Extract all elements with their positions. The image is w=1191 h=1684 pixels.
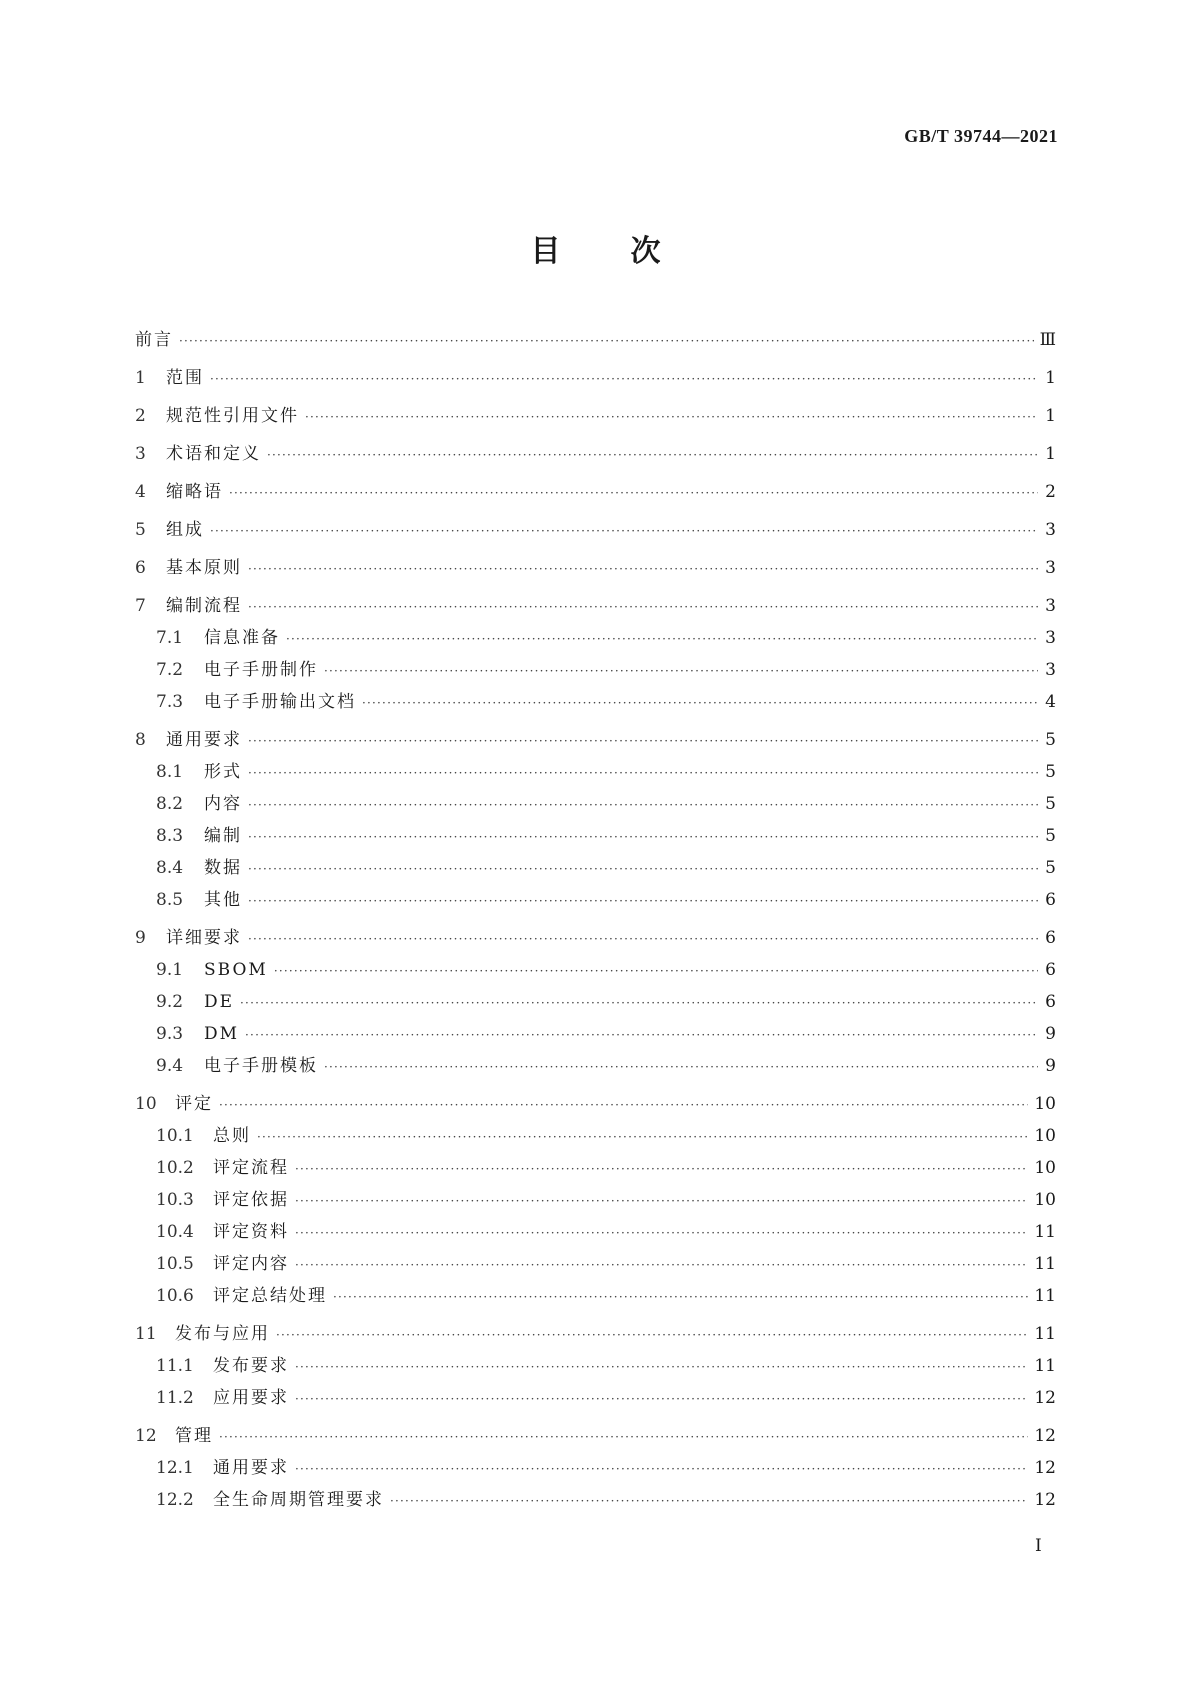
toc-subentry[interactable] (135, 826, 1056, 847)
toc-entry[interactable] (135, 1324, 1056, 1345)
toc-subentry[interactable] (135, 1490, 1056, 1511)
toc-leader-dots (295, 1357, 1028, 1377)
toc-entry-page: 11 (1034, 1222, 1056, 1242)
toc-leader-dots (390, 1491, 1028, 1511)
toc-entry-label: 数据 (204, 858, 242, 878)
toc-entry-page: 5 (1045, 762, 1056, 782)
toc-entry-label: 评定依据 (213, 1190, 289, 1210)
toc-subentry[interactable] (135, 1126, 1056, 1147)
toc-entry-number: 8.2 (156, 794, 184, 814)
toc-leader-dots (276, 1325, 1028, 1345)
toc-entry-label: 电子手册制作 (204, 660, 318, 680)
toc-entry-page: 12 (1034, 1490, 1056, 1510)
toc-entry-number: 10.1 (156, 1126, 194, 1146)
toc-entry-page: 6 (1045, 928, 1056, 948)
toc-entry-label: DM (204, 1024, 240, 1044)
toc-subentry[interactable] (135, 1388, 1056, 1409)
toc-entry-label: 详细要求 (166, 928, 242, 948)
toc-leader-dots (295, 1255, 1028, 1275)
toc-entry-page: 6 (1045, 992, 1056, 1012)
toc-entry-number: 2 (135, 406, 146, 426)
toc-entry-label: 全生命周期管理要求 (213, 1490, 384, 1510)
toc-entry-label: 发布与应用 (175, 1324, 270, 1344)
toc-entry-number: 8.3 (156, 826, 184, 846)
toc-subentry[interactable] (135, 960, 1056, 981)
toc-entry-page: 9 (1045, 1024, 1056, 1044)
toc-entry-page: 11 (1034, 1356, 1056, 1376)
toc-entry-number: 9.1 (156, 960, 184, 980)
toc-entry-number: 5 (135, 520, 146, 540)
toc-leader-dots (324, 661, 1038, 681)
toc-entry[interactable] (135, 730, 1056, 751)
toc-entry-page: 10 (1034, 1190, 1056, 1210)
toc-leader-dots (210, 521, 1038, 541)
toc-entry-page: 12 (1034, 1388, 1056, 1408)
toc-entry-label: 编制 (204, 826, 242, 846)
toc-subentry[interactable] (135, 660, 1056, 681)
toc-leader-dots (245, 1025, 1038, 1045)
page-title: 目次 (530, 234, 731, 269)
toc-leader-dots (305, 407, 1038, 427)
toc-entry-label: 评定总结处理 (213, 1286, 327, 1306)
toc-entry-page: 4 (1045, 692, 1056, 712)
table-of-contents (135, 330, 1056, 1511)
toc-entry-page: 6 (1045, 890, 1056, 910)
toc-leader-dots (248, 559, 1038, 579)
toc-entry-number: 8.5 (156, 890, 184, 910)
toc-entry-number: 9.2 (156, 992, 184, 1012)
toc-subentry[interactable] (135, 762, 1056, 783)
toc-entry-label: 基本原则 (166, 558, 242, 578)
toc-leader-dots (248, 597, 1038, 617)
toc-entry-page: 3 (1045, 558, 1056, 578)
toc-entry-label: 电子手册模板 (204, 1056, 318, 1076)
toc-subentry[interactable] (135, 1286, 1056, 1307)
toc-entry-label: 评定资料 (213, 1222, 289, 1242)
toc-entry-page: 3 (1045, 520, 1056, 540)
standard-code: GB/T 39744—2021 (904, 126, 1058, 146)
toc-entry[interactable] (135, 444, 1056, 465)
toc-leader-dots (324, 1057, 1038, 1077)
toc-entry-page: 5 (1045, 858, 1056, 878)
toc-leader-dots (248, 827, 1038, 847)
toc-entry-number: 12.2 (156, 1490, 194, 1510)
toc-leader-dots (286, 629, 1038, 649)
toc-subentry[interactable] (135, 692, 1056, 713)
toc-entry-label: 范围 (166, 368, 204, 388)
toc-subentry[interactable] (135, 1190, 1056, 1211)
toc-entry-number: 8.4 (156, 858, 184, 878)
toc-entry-label: 总则 (213, 1126, 251, 1146)
toc-leader-dots (248, 763, 1038, 783)
toc-entry[interactable] (135, 406, 1056, 427)
toc-entry-label: 缩略语 (166, 482, 223, 502)
toc-entry[interactable] (135, 520, 1056, 541)
toc-leader-dots (248, 731, 1038, 751)
toc-leader-dots (210, 369, 1038, 389)
toc-entry-label: 通用要求 (213, 1458, 289, 1478)
toc-entry-number: 10.4 (156, 1222, 194, 1242)
toc-leader-dots (248, 929, 1038, 949)
toc-entry-number: 4 (135, 482, 146, 502)
toc-entry-number: 1 (135, 368, 146, 388)
toc-entry-page: 3 (1045, 628, 1056, 648)
toc-entry-number: 7.2 (156, 660, 184, 680)
toc-entry-label: 其他 (204, 890, 242, 910)
toc-entry[interactable] (135, 558, 1056, 579)
toc-entry-label: 通用要求 (166, 730, 242, 750)
toc-entry-number: 9.4 (156, 1056, 184, 1076)
toc-leader-dots (295, 1459, 1028, 1479)
toc-subentry[interactable] (135, 794, 1056, 815)
toc-leader-dots (295, 1223, 1028, 1243)
toc-entry-number: 10.6 (156, 1286, 194, 1306)
toc-entry-label: 编制流程 (166, 596, 242, 616)
toc-entry[interactable] (135, 596, 1056, 617)
toc-entry[interactable] (135, 1426, 1056, 1447)
toc-entry-number: 7.1 (156, 628, 184, 648)
toc-leader-dots (257, 1127, 1028, 1147)
toc-entry-page: 12 (1034, 1426, 1056, 1446)
toc-entry-number: 10.3 (156, 1190, 194, 1210)
toc-subentry[interactable] (135, 1458, 1056, 1479)
toc-entry-page: 11 (1034, 1286, 1056, 1306)
toc-entry-label: 前言 (135, 330, 173, 350)
toc-entry-page: 11 (1034, 1254, 1056, 1274)
toc-entry-number: 10.5 (156, 1254, 194, 1274)
toc-entry-label: 管理 (175, 1426, 213, 1446)
toc-leader-dots (219, 1427, 1028, 1447)
toc-entry-page: 5 (1045, 730, 1056, 750)
toc-entry-number: 3 (135, 444, 146, 464)
toc-leader-dots (248, 891, 1038, 911)
toc-leader-dots (240, 993, 1038, 1013)
toc-entry-label: SBOM (204, 960, 268, 980)
toc-entry-page: 10 (1034, 1158, 1056, 1178)
toc-entry-label: 评定流程 (213, 1158, 289, 1178)
toc-entry-number: 8 (135, 730, 146, 750)
toc-entry-label: 规范性引用文件 (166, 406, 299, 426)
toc-leader-dots (274, 961, 1038, 981)
toc-entry-label: 应用要求 (213, 1388, 289, 1408)
toc-leader-dots (295, 1191, 1028, 1211)
toc-entry-label: 内容 (204, 794, 242, 814)
toc-entry-number: 8.1 (156, 762, 184, 782)
toc-leader-dots (267, 445, 1038, 465)
toc-entry[interactable] (135, 330, 1056, 351)
toc-entry-label: 发布要求 (213, 1356, 289, 1376)
toc-entry-number: 12.1 (156, 1458, 194, 1478)
toc-subentry[interactable] (135, 1024, 1056, 1045)
toc-entry-number: 11.1 (156, 1356, 194, 1376)
toc-entry-number: 11 (135, 1324, 157, 1344)
toc-leader-dots (229, 483, 1038, 503)
toc-entry-number: 12 (135, 1426, 157, 1446)
toc-entry-page: 12 (1034, 1458, 1056, 1478)
toc-entry-number: 10.2 (156, 1158, 194, 1178)
toc-entry-page: 1 (1045, 444, 1056, 464)
toc-entry-label: 组成 (166, 520, 204, 540)
toc-subentry[interactable] (135, 890, 1056, 911)
toc-entry-page: 3 (1045, 660, 1056, 680)
toc-entry-number: 7 (135, 596, 146, 616)
toc-leader-dots (248, 795, 1038, 815)
toc-entry-page: 1 (1045, 368, 1056, 388)
toc-subentry[interactable] (135, 858, 1056, 879)
toc-entry-number: 9.3 (156, 1024, 184, 1044)
toc-entry-page: 6 (1045, 960, 1056, 980)
footer-page-number: I (1035, 1536, 1042, 1556)
toc-entry-page: 11 (1034, 1324, 1056, 1344)
toc-subentry[interactable] (135, 1222, 1056, 1243)
toc-entry-page: 9 (1045, 1056, 1056, 1076)
toc-leader-dots (219, 1095, 1028, 1115)
toc-leader-dots (248, 859, 1038, 879)
toc-entry-number: 6 (135, 558, 146, 578)
toc-entry-page: 5 (1045, 826, 1056, 846)
toc-entry[interactable] (135, 928, 1056, 949)
toc-subentry[interactable] (135, 1056, 1056, 1077)
toc-entry-label: 电子手册输出文档 (204, 692, 356, 712)
toc-entry-label: DE (204, 992, 235, 1012)
toc-leader-dots (295, 1389, 1028, 1409)
toc-subentry[interactable] (135, 1254, 1056, 1275)
toc-entry-number: 9 (135, 928, 146, 948)
toc-leader-dots (333, 1287, 1028, 1307)
toc-subentry[interactable] (135, 1356, 1056, 1377)
toc-entry-page: Ⅲ (1039, 330, 1056, 350)
toc-entry-page: 10 (1034, 1094, 1056, 1114)
toc-entry-page: 3 (1045, 596, 1056, 616)
toc-subentry[interactable] (135, 1158, 1056, 1179)
toc-entry-page: 1 (1045, 406, 1056, 426)
toc-entry-label: 形式 (204, 762, 242, 782)
toc-subentry[interactable] (135, 992, 1056, 1013)
toc-entry[interactable] (135, 368, 1056, 389)
toc-leader-dots (295, 1159, 1028, 1179)
toc-entry[interactable] (135, 1094, 1056, 1115)
toc-subentry[interactable] (135, 628, 1056, 649)
toc-entry-page: 5 (1045, 794, 1056, 814)
toc-leader-dots (362, 693, 1038, 713)
toc-entry-page: 10 (1034, 1126, 1056, 1146)
toc-entry-label: 评定内容 (213, 1254, 289, 1274)
toc-entry-label: 评定 (175, 1094, 213, 1114)
toc-entry-number: 11.2 (156, 1388, 194, 1408)
toc-leader-dots (179, 331, 1034, 351)
toc-entry-label: 术语和定义 (166, 444, 261, 464)
toc-entry[interactable] (135, 482, 1056, 503)
toc-entry-number: 7.3 (156, 692, 184, 712)
toc-entry-number: 10 (135, 1094, 157, 1114)
toc-entry-label: 信息准备 (204, 628, 280, 648)
toc-entry-page: 2 (1045, 482, 1056, 502)
